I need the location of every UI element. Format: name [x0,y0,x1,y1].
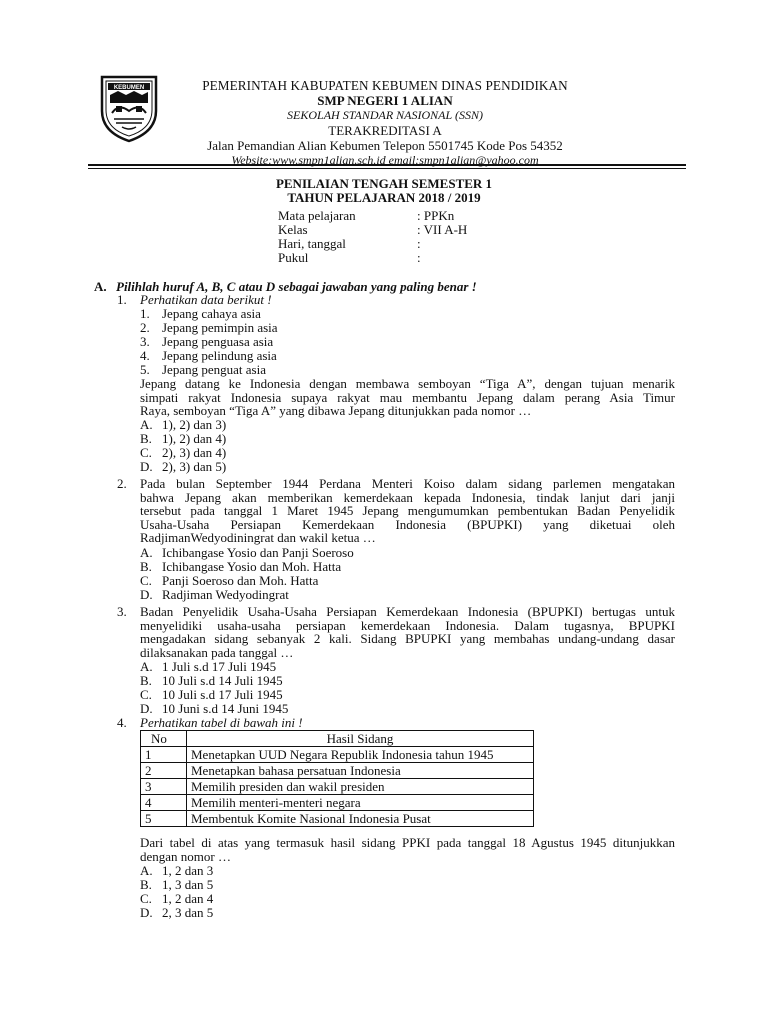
item-text: Jepang cahaya asia [162,306,261,321]
table-cell: 4 [141,795,187,811]
option-letter: A. [140,659,153,674]
svg-text:KEBUMEN: KEBUMEN [113,85,145,91]
table-row [141,747,534,763]
list-item [140,335,273,349]
answer-option [140,460,226,474]
list-item [140,363,266,377]
answer-option [140,546,354,560]
option-text: 1, 2 dan 4 [162,891,214,906]
answer-option [140,878,213,892]
answer-option [140,446,226,460]
question-instruction: Perhatikan data berikut ! [140,292,272,307]
option-text: Radjiman Wedyodingrat [162,587,289,602]
table-row [141,779,534,795]
stem-line: bahwa Jepang akan memberikan kemerdekaan kepada Indonesia, tindak lanjut dari janji [140,489,675,505]
stem-line: RadjimanWedyodiningrat dan wakil ketua … [140,530,376,546]
exam-info [278,209,467,265]
government-line: PEMERINTAH KABUPATEN KEBUMEN DINAS PENDIDIKAN [202,78,568,93]
table-cell: 1 [141,747,187,763]
answer-option [140,702,288,716]
info-row [278,251,467,265]
table-header: Hasil Sidang [187,731,534,747]
list-item [140,321,278,335]
option-text: Panji Soeroso dan Moh. Hatta [162,573,319,588]
school-website: Website:www.smpn1alian.sch.id email:smpn1alian@yahoo.com [231,153,539,167]
info-label: Mata pelajaran [278,208,356,223]
kebumen-emblem-logo [94,73,164,143]
table-header-row [141,731,534,747]
option-text: 1, 2 dan 3 [162,863,214,878]
info-label: Kelas [278,222,308,237]
answer-option [140,660,276,674]
question-stem [140,377,675,418]
stem-line: menyelidiki usaha-usaha persiapan kemerdekaan Indonesia. Dalam tugasnya, BPUPKI [140,617,675,633]
answer-option [140,688,283,702]
school-status: SEKOLAH STANDAR NASIONAL (SSN) [287,108,483,122]
option-letter: A. [140,863,153,878]
answer-option [140,864,213,878]
option-text: 1 Juli s.d 17 Juli 1945 [162,659,277,674]
option-letter: C. [140,573,152,588]
results-table [140,730,534,827]
school-name: SMP NEGERI 1 ALIAN [317,93,453,108]
option-text: 1), 2) dan 4) [162,431,227,446]
answer-option [140,560,341,574]
table-cell: 5 [141,811,187,827]
answer-option [140,906,213,920]
option-text: 10 Juli s.d 17 Juli 1945 [162,687,283,702]
option-text: 2), 3) dan 4) [162,445,227,460]
item-text: Jepang penguat asia [162,362,266,377]
option-text: 10 Juni s.d 14 Juni 1945 [162,701,289,716]
stem-line: Badan Penyelidik Usaha-Usaha Persiapan Kemerdekaan Indonesia (BPUPKI) bertugas untuk [140,604,675,619]
header-divider [88,164,686,166]
question-number: 3. [117,604,127,619]
info-value: : [417,236,421,251]
option-letter: B. [140,431,152,446]
option-text: 1, 3 dan 5 [162,877,214,892]
option-text: 1), 2) dan 3) [162,417,227,432]
stem-line: Dari tabel di atas yang termasuk hasil sidang PPKI pada tanggal 18 Agustus 1945 ditunjukkan [140,835,675,850]
stem-line: Usaha-Usaha Persiapan Kemerdekaan Indonesia (BPUPKI) yang diketuai oleh [140,516,675,532]
table-cell: Memilih menteri-menteri negara [187,795,534,811]
option-letter: C. [140,891,152,906]
option-letter: A. [140,545,153,560]
answer-option [140,588,289,602]
option-letter: D. [140,459,153,474]
table-cell: 3 [141,779,187,795]
section-letter: A. [94,279,107,294]
stem-line: Raya, semboyan “Tiga A” yang dibawa Jepang ditunjukkan pada nomor … [140,403,532,419]
stem-line: dengan nomor … [140,848,231,864]
info-row [278,223,467,237]
exam-title: PENILAIAN TENGAH SEMESTER 1 [275,176,493,191]
info-value: : VII A-H [417,222,468,237]
header-divider-thin [88,168,686,169]
exam-title-block [0,177,768,205]
stem-line: mengadakan sidang sebanyak 2 kali. Sidang BPUPKI yang membahas undang-undang dasar [140,631,675,647]
option-text: 10 Juli s.d 14 Juli 1945 [162,673,283,688]
item-text: Jepang penguasa asia [162,334,274,349]
list-item [140,307,261,321]
table-row [141,763,534,779]
table-cell: Menetapkan bahasa persatuan Indonesia [187,763,534,779]
stem-line: tersebut pada tanggal 1 Maret 1945 Jepang mengumumkan pembentukan Badan Penyelidik [140,503,675,519]
school-address: Jalan Pemandian Alian Kebumen Telepon 5501745 Kode Pos 54352 [207,138,563,153]
item-number: 5. [140,362,150,377]
question-stem [140,477,675,545]
option-letter: D. [140,701,153,716]
exam-year: TAHUN PELAJARAN 2018 / 2019 [287,190,481,205]
option-letter: A. [140,417,153,432]
info-value: : [417,250,421,265]
item-number: 4. [140,348,150,363]
table-row [141,795,534,811]
item-number: 1. [140,306,150,321]
item-text: Jepang pemimpin asia [162,320,278,335]
option-text: 2, 3 dan 5 [162,905,214,920]
option-letter: C. [140,445,152,460]
stem-line: dilaksanakan pada tanggal … [140,644,294,660]
question-instruction: Perhatikan tabel di bawah ini ! [140,715,303,730]
stem-line: simpati rakyat Indonesia supaya rakyat mau membantu Jepang dalam perang Asia Timur [140,389,675,405]
info-row [278,209,467,223]
item-text: Jepang pelindung asia [162,348,277,363]
info-label: Hari, tanggal [278,236,346,251]
answer-option [140,892,213,906]
option-letter: C. [140,687,152,702]
stem-line: Pada bulan September 1944 Perdana Menteri Koiso dalam sidang parlemen mengatakan [140,476,675,491]
section-instruction: Pilihlah huruf A, B, C atau D sebagai jawaban yang paling benar ! [116,279,477,294]
letterhead [170,78,600,168]
table-header: No [141,731,187,747]
stem-line: Jepang datang ke Indonesia dengan membawa semboyan “Tiga A”, dengan tujuan menarik [140,376,675,391]
option-letter: B. [140,877,152,892]
question-stem [140,836,675,863]
info-label: Pukul [278,250,309,265]
info-value: : PPKn [417,208,455,223]
option-letter: D. [140,905,153,920]
table-cell: Memilih presiden dan wakil presiden [187,779,534,795]
accreditation: TERAKREDITASI A [328,123,442,138]
table-cell: Membentuk Komite Nasional Indonesia Pusat [187,811,534,827]
question-number: 1. [117,292,127,307]
option-text: Ichibangase Yosio dan Panji Soeroso [162,545,354,560]
table-row [141,811,534,827]
option-text: 2), 3) dan 5) [162,459,227,474]
question-number: 4. [117,715,127,730]
option-letter: B. [140,559,152,574]
option-letter: B. [140,673,152,688]
question-number: 2. [117,476,127,491]
answer-option [140,674,283,688]
item-number: 3. [140,334,150,349]
info-row [278,237,467,251]
question-stem [140,605,675,659]
answer-option [140,418,226,432]
answer-option [140,574,318,588]
list-item [140,349,277,363]
table-cell: 2 [141,763,187,779]
option-text: Ichibangase Yosio dan Moh. Hatta [162,559,342,574]
option-letter: D. [140,587,153,602]
table-cell: Menetapkan UUD Negara Republik Indonesia tahun 1945 [187,747,534,763]
item-number: 2. [140,320,150,335]
answer-option [140,432,226,446]
